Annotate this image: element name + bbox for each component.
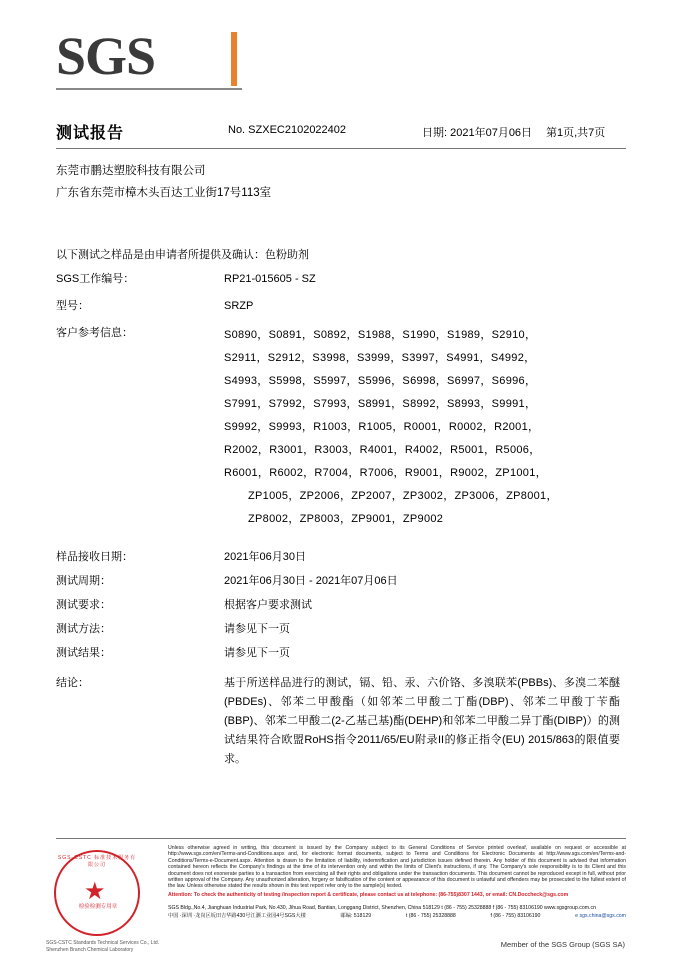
logo-underline: [56, 88, 242, 90]
legal-disclaimer: [168, 845, 626, 898]
attention-notice: Attention: To check the authenticity of testing /inspection report & certificate, please contact us at telephone: (86-755)8307 1443, or email: CN.Doccheck@sgs.com: [168, 891, 569, 898]
ref-line: S2911，S2912，S3998，S3999，S3997，S4991，S4992，: [224, 352, 536, 364]
field-label-test-result: 测试结果：: [56, 647, 111, 659]
company-name: 东莞市鹏达塑胶科技有限公司: [56, 165, 206, 177]
field-value-test-result: 请参见下一页: [224, 647, 290, 659]
page-title: 测试报告: [56, 125, 125, 142]
field-row-test-method: [56, 620, 626, 638]
address-chinese-line: [168, 913, 626, 921]
field-value-conclusion: 基于所送样品进行的测试，镉、铅、汞、六价铬、多溴联苯(PBBs)、多溴二苯醚(PBDEs)、邻苯二甲酸酯（如邻苯二甲酸二丁酯(DBP)、邻苯二甲酸丁苄酯(BBP)、邻苯二甲酸二(2-乙基己基)酯(DEHP)和邻苯二甲酸二异丁酯(DIBP)）的测试结果符合欧盟RoHS指令2011/65/EU附录II的修正指令(EU) 2015/863的限值要求。: [224, 677, 620, 765]
field-label-test-method: 测试方法：: [56, 623, 111, 635]
legal-text: Unless otherwise agreed in writing, this document is issued by the Company subject to its General Conditions of Service printed overleaf, available on request or accessible at http://www.sgs.com/en/Terms-and-Conditions.aspx and, for electronic format documents, subject to Terms and Conditions for Electronic Documents at http://www.sgs.com/en/Terms-and-Conditions/Terms-e-Document.aspx. Attention is drawn to the limitation of liability, indemnification and jurisdiction issues defined therein. Any holder of this document is advised that information contained hereon reflects the Company's findings at the time of its intervention only and within the limits of Client's instructions, if any. The Company's sole responsibility is to its Client and this document does not exonerate parties to a transaction from exercising all their rights and obligations under the transaction documents. This document cannot be reproduced except in full, without prior written approval of the Company. Any unauthorized alteration, forgery or falsification of the content or appearance of this document is unlawful and offenders may be prosecuted to the fullest extent of the law. Unless otherwise stated the results shown in this test report refer only to the sample(s) tested.: [168, 845, 626, 890]
field-value-model: SRZP: [224, 300, 254, 312]
address-english: SGS Bldg.,No.4, Jianghuan Industrial Park, No.430, Jihua Road, Bantian, Longgang District, Shenzhen, China 518129 t (86 - 755) 25328888 f (86 - 755) 83106190 www.sgsgroup.com.cn: [168, 905, 596, 911]
address-postcode: 邮编: 518129: [340, 912, 372, 919]
field-label-customer-ref: 客户参考信息：: [56, 327, 133, 339]
address-tel: t (86 - 755) 25328888: [405, 912, 456, 919]
report-header-row: [56, 120, 626, 146]
footer-address-block: [168, 905, 626, 920]
page-count: 第1页,共7页: [546, 127, 606, 139]
sgs-logo: [56, 28, 286, 94]
company-stamp: [46, 848, 164, 953]
field-row-test-result: [56, 644, 626, 662]
stamp-arc-text: SGS-CSTC 标准技术服务有限公司: [57, 855, 137, 868]
ref-line: S4993，S5998，S5997，S5996，S6998，S6997，S6996，: [224, 375, 537, 387]
field-label-conclusion: 结论：: [56, 677, 89, 689]
stamp-caption-line2: Shenzhen Branch Chemical Laboratory: [46, 947, 134, 953]
company-address: 广东省东莞市樟木头百达工业街17号113室: [56, 187, 272, 199]
address-chinese: 中国 ·深圳 ·龙岗区坂田吉华路430号江灏工业园4号SGS大楼: [168, 912, 306, 919]
logo-accent-bar: [231, 32, 237, 86]
field-row-test-period: [56, 572, 626, 590]
stamp-caption-line1: SGS-CSTC Standards Technical Services Co., Ltd.: [46, 940, 160, 946]
field-label-receive-date: 样品接收日期：: [56, 551, 133, 563]
field-label-test-requirement: 测试要求：: [56, 599, 111, 611]
ref-line: R2002，R3001，R3003，R4001，R4002，R5001，R5006，: [224, 444, 541, 456]
field-row-test-requirement: [56, 596, 626, 614]
star-icon: ★: [84, 878, 106, 905]
ref-line: S0890，S0891，S0892，S1988，S1990，S1989，S2910，: [224, 329, 537, 341]
address-email: e sgs.china@sgs.com: [575, 912, 626, 919]
sgs-logo-text: SGS: [56, 26, 156, 86]
header-divider: [56, 148, 626, 149]
field-row-customer-ref: [56, 324, 626, 531]
ref-line: R6001，R6002，R7004，R7006，R9001，R9002，ZP1001，: [224, 467, 547, 479]
footer-divider: [56, 838, 626, 839]
field-value-receive-date: 2021年06月30日: [224, 551, 306, 563]
ref-line: ZP8002，ZP8003，ZP9001，ZP9002: [248, 513, 444, 525]
field-label-job-no: SGS工作编号：: [56, 273, 135, 285]
field-row-receive-date: [56, 548, 626, 566]
stamp-caption: [46, 940, 206, 954]
report-date: 日期: 2021年07月06日: [422, 127, 533, 139]
ref-line: ZP1005，ZP2006，ZP2007，ZP3002，ZP3006，ZP8001，: [248, 490, 558, 502]
company-block: [56, 160, 271, 204]
field-value-job-no: RP21-015605 - SZ: [224, 273, 316, 285]
member-note: Member of the SGS Group (SGS SA): [500, 940, 625, 949]
field-label-test-period: 测试周期：: [56, 575, 111, 587]
field-row-job-no: [56, 270, 626, 288]
report-number: No. SZXEC2102022402: [228, 124, 347, 136]
field-label-model: 型号：: [56, 300, 89, 312]
sample-statement: 以下测试之样品是由申请者所提供及确认：色粉助剂: [56, 249, 309, 261]
field-value-customer-ref: [224, 324, 626, 531]
address-fax: f (86 - 755) 83106190: [490, 912, 541, 919]
ref-line: S7991，S7992，S7993，S8991，S8992，S8993，S9991，: [224, 398, 537, 410]
field-row-conclusion: [56, 674, 626, 769]
field-value-test-method: 请参见下一页: [224, 623, 290, 635]
field-row-model: [56, 297, 626, 315]
stamp-inner-text: 检验检测专用章: [78, 904, 118, 910]
fields-secondary: [56, 548, 626, 662]
field-value-test-period: 2021年06月30日 - 2021年07月06日: [224, 575, 398, 587]
field-value-test-requirement: 根据客户要求测试: [224, 599, 312, 611]
fields-table: [56, 270, 626, 778]
ref-line: S9992，S9993，R1003，R1005，R0001，R0002，R2001，: [224, 421, 540, 433]
